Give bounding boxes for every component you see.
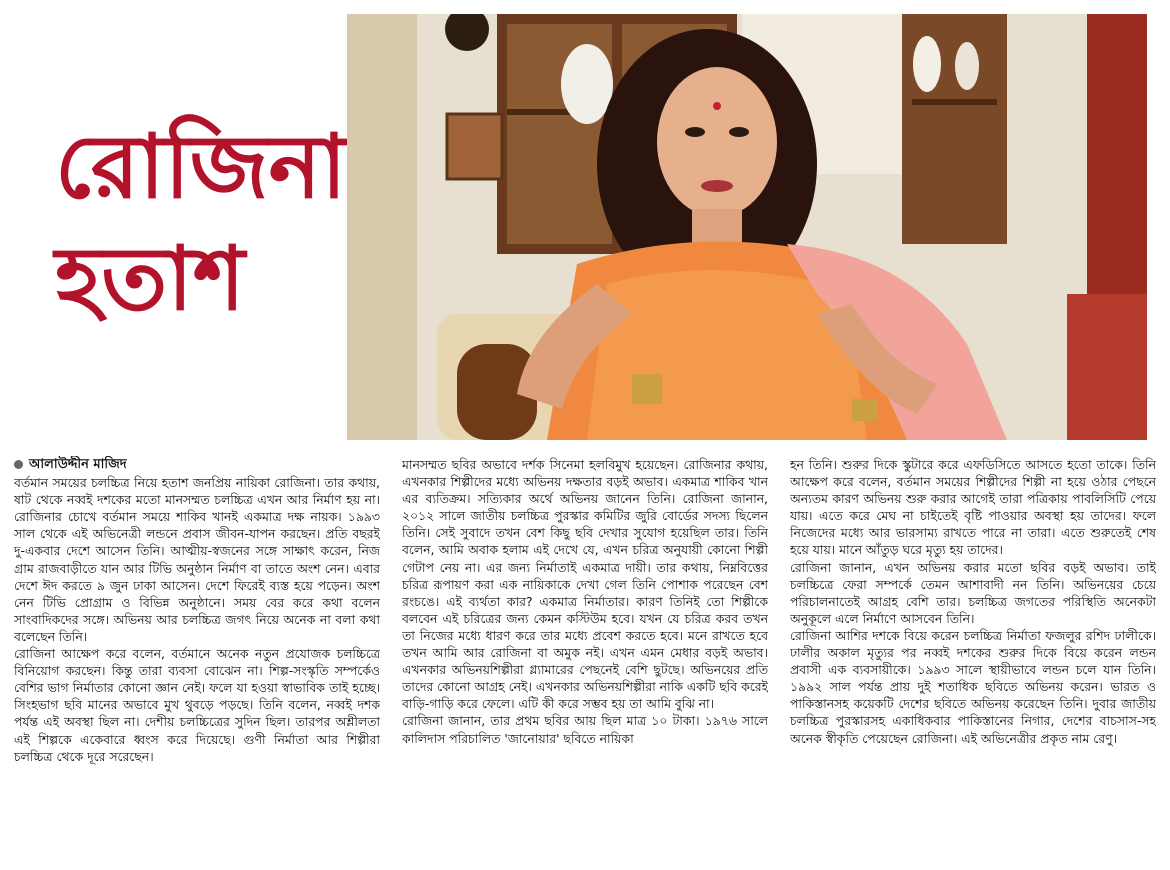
paragraph: রোজিনা জানান, তার প্রথম ছবির আয় ছিল মাত্র ১০ টাকা। ১৯৭৬ সালে কালিদাস পরিচালিত 'জানোয়ার' ছবিতে নায়িকা xyxy=(402,713,768,746)
paragraph: রোজিনা আক্ষেপ করে বলেন, বর্তমানে অনেক নতুন প্রযোজক চলচ্চিত্রে বিনিয়োগ করছেন। কিন্তু তারা ব্যবসা বোঝেন না। শিল্প-সংস্কৃতি সম্পর্কেও বেশির ভাগ নির্মাতার কোনো জ্ঞান নেই। ফলে যা হওয়া স্বাভাবিক তাই হচ্ছে। সিংহভাগ ছবি মানের অভাবে মুখ থুবড়ে পড়ছে। তিনি বলেন, নব্বই দশক পর্যন্ত এই অবস্থা ছিল না। দেশীয় চলচ্চিত্রের সুদিন ছিল। তারপর অশ্লীলতা এই শিল্পকে একেবারে ধ্বংস করে দিয়েছে। গুণী নির্মাতা আর শিল্পীরা চলচ্চিত্র থেকে দূরে সরেছেন। xyxy=(14,646,380,764)
byline xyxy=(14,456,380,473)
bullet-icon xyxy=(14,460,23,469)
headline-line-2: হতাশ xyxy=(55,226,245,330)
paragraph: হন তিনি। শুরুর দিকে স্কুটারে করে এফডিসিতে আসতে হতো তাকে। তিনি আক্ষেপ করে বলেন, বর্তমান সময়ের শিল্পীদের শিল্পী না হয়ে ওঠার পেছনে অন্যতম কারণ অভিনয় শুরু করার আগেই তারা পত্রিকায় পাবলিসিটি পেয়ে যায়। এতে করে মেঘ না চাইতেই বৃষ্টি পাওয়ার অবস্থা হয় তাদের। ফলে নিজেদের মধ্যে আর ভারসাম্য রাখতে পারে না তারা। এতে শুরুতেই শেষ হয়ে যায়। মানে আঁতুড় ঘরে মৃত্যু হয় তাদের। xyxy=(790,457,1156,558)
headline-line-1: রোজিনা xyxy=(55,114,347,218)
article-column-1 xyxy=(14,456,380,866)
portrait-photo-illustration xyxy=(347,14,1147,440)
byline-author: আলাউদ্দীন মাজিদ xyxy=(29,457,127,472)
article-body xyxy=(14,456,1156,866)
article-column-3 xyxy=(790,456,1156,866)
paragraph: রোজিনা আশির দশকে বিয়ে করেন চলচ্চিত্র নির্মাতা ফজলুর রশিদ ঢালীকে। ঢালীর অকাল মৃত্যুর পর নব্বই দশকের শুরুর দিকে বিয়ে করেন লন্ডন প্রবাসী এক ব্যবসায়ীকে। ১৯৯৩ সালে স্থায়ীভাবে লন্ডন চলে যান তিনি। ১৯৯২ সাল পর্যন্ত প্রায় দুই শতাধিক ছবিতে অভিনয় করেন। ভারত ও পাকিস্তানসহ কয়েকটি দেশের ছবিতে অভিনয় করেছেন তিনি। দুবার জাতীয় চলচ্চিত্র পুরস্কারসহ একাধিকবার পাকিস্তানের নিগার, দেশের বাচসাস-সহ অনেক স্বীকৃতি পেয়েছেন রোজিনা। এই অভিনেত্রীর প্রকৃত নাম রেণু। xyxy=(790,627,1156,746)
article-column-2 xyxy=(402,456,768,866)
paragraph: মানসম্মত ছবির অভাবে দর্শক সিনেমা হলবিমুখ হয়েছেন। রোজিনার কথায়, এখনকার শিল্পীদের মধ্যে অভিনয় দক্ষতার বড়ই অভাব। একমাত্র শাকিব খান এর ব্যতিক্রম। সত্যিকার অর্থে অভিনয় জানেন তিনি। রোজিনা জানান, ২০১২ সালে জাতীয় চলচ্চিত্র পুরস্কার কমিটির জুরি বোর্ডের সদস্য ছিলেন তিনি। সেই সুবাদে তখন বেশ কিছু ছবি দেখার সুযোগ হয়েছিল তার। তিনি বলেন, আমি অবাক হলাম এই দেখে যে, এখন চরিত্র অনুযায়ী কোনো শিল্পী গেটাপ নেয় না। এর জন্য নির্মাতাই একমাত্র দায়ী। তার কথায়, নিম্নবিত্তের চরিত্র রূপায়ণ করা এক নায়িকাকে দেখা গেল তিনি পোশাক পরেছেন বেশ রংচঙে। এই ব্যর্থতা কার? একমাত্র নির্মাতার। কারণ তিনিই তো শিল্পীকে বলবেন এই চরিত্রের জন্য কেমন কস্টিউম হবে। যখন যে চরিত্র করব তখন তা নিজের মধ্যে ধারণ করে তার মধ্যে প্রবেশ করতে হবে। মনে রাখতে হবে তখন আমি আর রোজিনা বা অমুক নই। এখন এমন মেধার বড়ই অভাব। এখনকার অভিনয়শিল্পীরা গ্ল্যামারের পেছনেই বেশি ছুটছে। অভিনয়ের প্রতি তাদের কোনো আগ্রহ নেই। এখনকার অভিনয়শিল্পীরা নাকি একটি ছবি করেই বাড়ি-গাড়ি করে ফেলে। এটি কী করে সম্ভব হয় তা আমি বুঝি না। xyxy=(402,457,768,712)
paragraph: বর্তমান সময়ের চলচ্চিত্র নিয়ে হতাশ জনপ্রিয় নায়িকা রোজিনা। তার কথায়, ষাট থেকে নব্বই দশকের মতো মানসম্মত চলচ্চিত্র এখন আর নির্মাণ হয় না। রোজিনার চোখে বর্তমান সময়ে শাকিব খানই একমাত্র দক্ষ নায়ক। ১৯৯৩ সাল থেকে এই অভিনেত্রী লন্ডনে প্রবাস জীবন-যাপন করছেন। প্রতি বছরই দু-একবার দেশে আসেন তিনি। আত্মীয়-স্বজনের সঙ্গে সাক্ষাৎ করেন, নিজ গ্রাম রাজবাড়ীতে যান আর টিভি অনুষ্ঠান নির্মাণ বা তাতে অংশ নেন। এবার দেশে ঈদ করতে ৯ জুন ঢাকা আসেন। দেশে ফিরেই ব্যস্ত হয়ে পড়েন। অংশ নেন টিভি প্রোগ্রাম ও বিভিন্ন অনুষ্ঠানে। সময় বের করে কথা বলেন সাংবাদিকদের সঙ্গে। অভিনয় আর চলচ্চিত্র জগৎ নিয়ে অনেক না বলা কথা বলেছেন তিনি। xyxy=(14,475,380,644)
paragraph: রোজিনা জানান, এখন অভিনয় করার মতো ছবির বড়ই অভাব। তাই চলচ্চিত্রে ফেরা সম্পর্কে তেমন আশাবাদী নন তিনি। অভিনয়ের চেয়ে পরিচালনাতেই আগ্রহ বেশি তার। চলচ্চিত্র জগতের পরিস্থিতি অনেকটা অনুকূলে এলে নির্মাণে আসবেন তিনি। xyxy=(790,559,1156,626)
portrait-photo xyxy=(347,14,1147,440)
headline xyxy=(55,110,345,334)
